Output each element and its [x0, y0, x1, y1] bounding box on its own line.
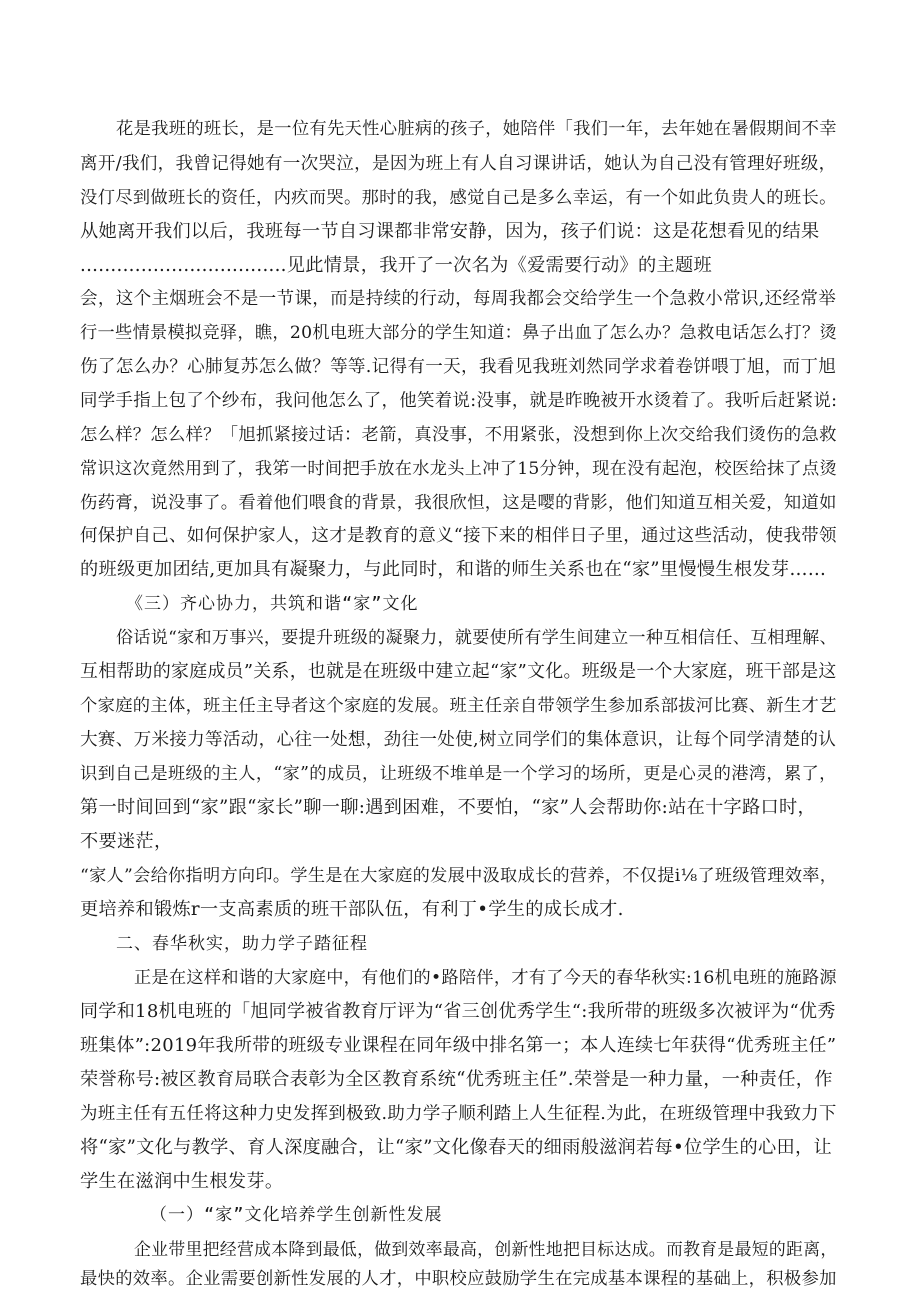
section-heading: 《三）齐心协力，共筑和谐“家”文化: [126, 594, 419, 614]
paragraph-line: 企业带里把经营成本降到最低，做到效率最高，创新性地把目标达成。而教育是最短的距离，: [134, 1239, 838, 1259]
paragraph-line: 同学和18机电班的「旭同学被省教育厅评为“省三创优秀学生“:我所带的班级多次被评为“优秀: [80, 1001, 836, 1022]
paragraph-line: 没仃尽到做班长的资任，内疚而哭。那时的我，感觉自己是多么幸运，有一个如此负贵人的班长。: [80, 188, 837, 208]
paragraph-line: 俗话说“家和万事兴，要提升班级的凝聚力，就要使所有学生间建立一种互相信任、互相理解、: [116, 628, 837, 648]
paragraph-line: 个家庭的主体，班主任主导者这个家庭的发展。班主任亲自带领学生参加系部拔河比赛、新生才艺: [80, 696, 837, 716]
paragraph-line: 何保护自己、如何保护家人，这才是教育的意义“接下来的相伴日子里，通过这些活动，使我带领: [80, 526, 837, 546]
paragraph-line: 大赛、万米接力等活动，心往一处想，劲往一处使,树立同学们的集体意识，让每个同学清楚的认: [80, 730, 837, 750]
section-heading: （一）“家”文化培养学生创新性发展: [150, 1205, 443, 1225]
paragraph-line: 行一些情景模拟竞驿，瞧，20机电班大部分的学生知道：鼻子出血了怎么办？急救电话怎么打？烫: [80, 323, 837, 343]
paragraph-line: 为班主任有五任将这种力史发挥到极致.助力学子顺利踏上人生征程.为此，在班级管理中我致力下: [80, 1104, 837, 1124]
paragraph-line: 花是我班的班长，是一位有先天性心脏病的孩子，她陪伴「我们一年，去年她在暑假期间不幸: [116, 119, 837, 139]
paragraph-line: 伤了怎么办？心肺复苏怎么做？等等.记得有一天，我看见我班刘然同学求着卷饼喂丁旭，而丁旭: [80, 357, 837, 377]
paragraph-line: “家人”会给你指明方向印。学生是在大家庭的发展中汲取成长的营养，不仅提i⅛了班级管理效率，: [80, 866, 838, 886]
paragraph-line: 的班级更加团结,更加具有凝聚力，与此同时，和谐的师生关系也在“家”里慢慢生根发芽……: [80, 559, 827, 580]
paragraph-line: 怎么样？怎么样？「旭抓紧接过话：老箭，真没事，不用紧张，没想到你上次交给我们烫伤的急救: [80, 425, 837, 445]
paragraph-line: 伤药膏，说没事了。看着他们喂食的背景，我很欣怛，这是嘤的背影，他们知道互相关爱，知道如: [80, 493, 837, 513]
paragraph-line: ..................................见此情景，我开了一次名为《爱需要行动》的主题班: [80, 255, 712, 276]
paragraph-line: 荣誉称号:被区教育局联合表彰为全区教育系统“优秀班主任”.荣誉是一种力量，一种责任，作: [80, 1069, 833, 1090]
paragraph-line: 学生在滋润中生根发芽。: [80, 1171, 284, 1192]
paragraph-line: 常识这次竟然用到了，我笫一时间把手放在水龙头上冲了15分钟，现在没有起泡，校医给抹了点烫: [80, 459, 837, 479]
section-heading: 二、春华秋实，助力学子踏征程: [116, 934, 368, 954]
paragraph-line: 更培养和锻炼r一支高素质的班干部队伍，有利丁•学生的成长成才.: [80, 899, 624, 920]
paragraph-line: 第一时间回到“家”跟“家长”聊一聊:遇到困难，不要怕，“家”人会帮助你:站在十字路口时，: [80, 797, 816, 818]
paragraph-line: 从她离开我们以后，我班每一节自习课都非常安静，因为，孩子们说：这是花想看见的结果: [80, 221, 820, 242]
paragraph-line: 同学手指上包了个纱布，我问他怎么了，他笑着说:没事，就是昨晚被开水烫着了。我听后赶紧说:: [80, 391, 838, 411]
paragraph-line: 会，这个主烟班会不是一节课，而是持续的行动，每周我都会交给学生一个急救小常识,还经常举: [80, 289, 837, 309]
paragraph-line: 离开/我们，我曾记得她有一次哭泣，是因为班上有人自习课讲话，她认为自己没有管理好班级，: [80, 154, 837, 174]
paragraph-line: 最快的效率。企业需要创新性发展的人才，中职校应鼓励学生在完成基本课程的基础上，积极参加: [80, 1269, 837, 1289]
paragraph-line: 不要迷茫，: [80, 831, 173, 852]
paragraph-line: 班集体”:2019年我所带的班级专业课程在同年级中排名第一；本人连续七年获得“优秀班主任”: [80, 1035, 837, 1056]
paragraph-line: 识到自己是班级的主人，“家”的成员，让班级不堆单是一个学习的场所，更是心灵的港湾，累了，: [80, 764, 837, 784]
paragraph-line: 互相帮助的家庭成员”关系，也就是在班级中建立起“家”文化。班级是一个大家庭，班干部是这: [80, 661, 837, 682]
paragraph-line: 将“家”文化与教学、育人深度融合，让“家”文化像春天的细雨般滋润若每•位学生的心田，让: [80, 1137, 832, 1158]
paragraph-line: 正是在这样和谐的大家庭中，有他们的•路陪伴，才有了今天的春华秋实:16机电班的施路源: [134, 968, 837, 988]
